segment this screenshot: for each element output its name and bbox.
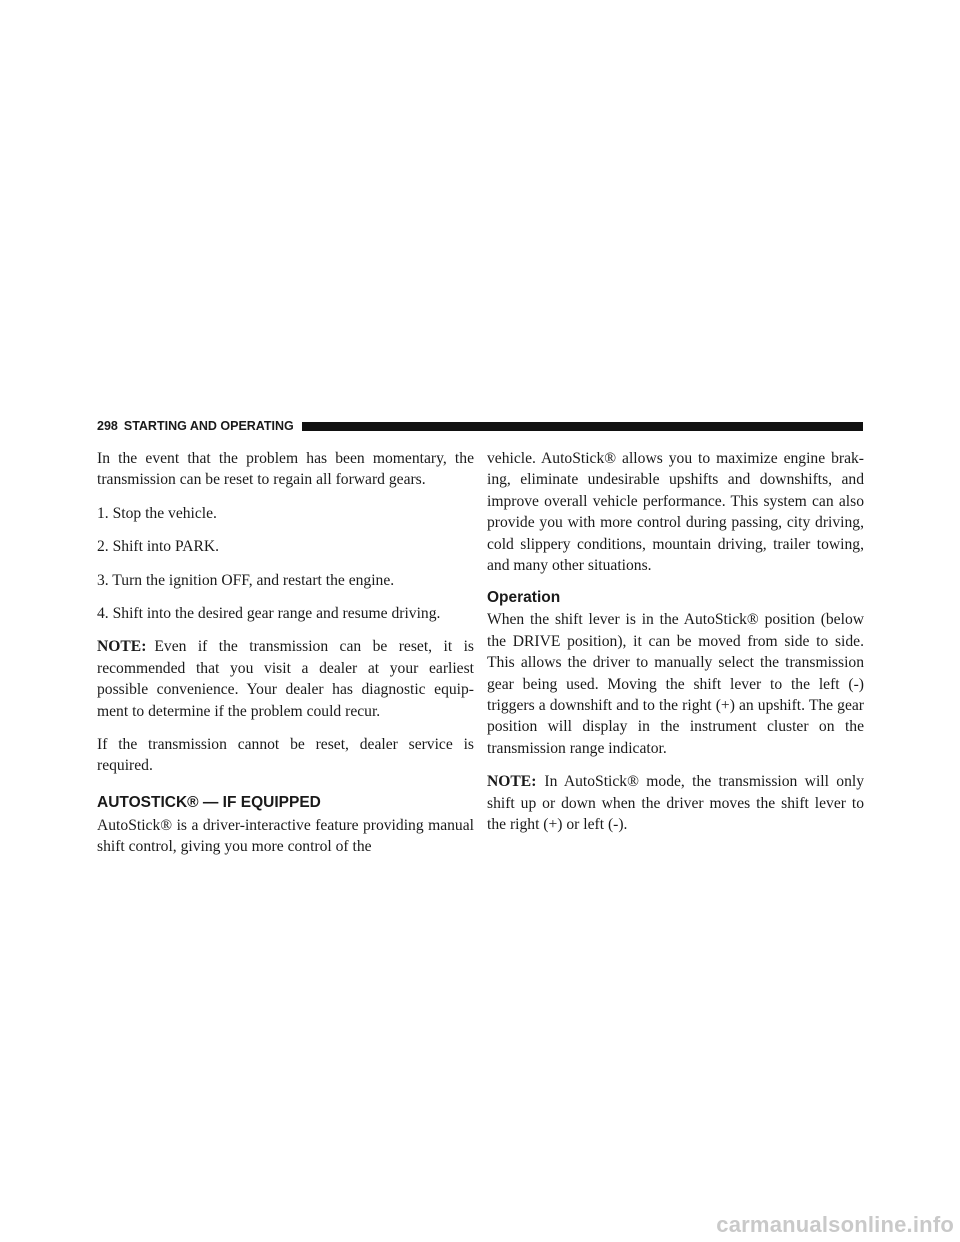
left-column	[97, 448, 474, 870]
site-watermark: carmanualsonline.info	[716, 1212, 954, 1237]
page-number: 298	[97, 419, 118, 433]
section-title: STARTING AND OPERATING	[123, 419, 294, 433]
intro-paragraph: In the event that the problem has been momentary, the transmission can be reset to regain all forward gears.	[97, 450, 474, 489]
step-4: 4. Shift into the desired gear range and resume driving.	[97, 605, 441, 623]
note-paragraph	[97, 636, 474, 722]
operation-heading: Operation	[487, 589, 561, 607]
autostick-note	[487, 771, 864, 835]
note-text: Even if the transmission can be reset, it is recommended that you visit a dealer at your earliest possible convenience. Your dealer has diagnostic equip-ment to determine if the problem could recur.	[97, 638, 474, 720]
page-header	[97, 419, 863, 433]
note-label: NOTE:	[487, 773, 537, 791]
right-column	[487, 448, 864, 848]
reset-paragraph: If the transmission cannot be reset, dealer service is required.	[97, 736, 474, 775]
note-label: NOTE:	[97, 638, 147, 656]
autostick-intro: AutoStick® is a driver-interactive feature providing manual shift control, giving you more control of the	[97, 816, 474, 856]
step-1: 1. Stop the vehicle.	[97, 504, 217, 522]
operation-paragraph: When the shift lever is in the AutoStick® position (below the DRIVE position), it can be moved from side to side. This allows the driver to manually select the transmission gear being used. Moving the shift lever to the left (-) triggers a downshift and to the right (+) an upshift. The gear position will display in the instrument cluster on the transmission range indicator.	[487, 611, 864, 757]
note-text: In AutoStick® mode, the transmission will only shift up or down when the driver moves the shift lever to the right (+) or left (-).	[487, 773, 864, 834]
header-rule	[302, 422, 863, 431]
step-2: 2. Shift into PARK.	[97, 538, 220, 556]
step-3: 3. Turn the ignition OFF, and restart the engine.	[97, 571, 395, 589]
autostick-description: vehicle. AutoStick® allows you to maximize engine brak-ing, eliminate undesirable upshifts and downshifts, and improve overall vehicle performance. This system can also provide you with more control during passing, city driving, cold slippery conditions, mountain driving, trailer towing, and many other situations.	[487, 450, 864, 575]
autostick-heading: AUTOSTICK® — IF EQUIPPED	[97, 793, 321, 811]
